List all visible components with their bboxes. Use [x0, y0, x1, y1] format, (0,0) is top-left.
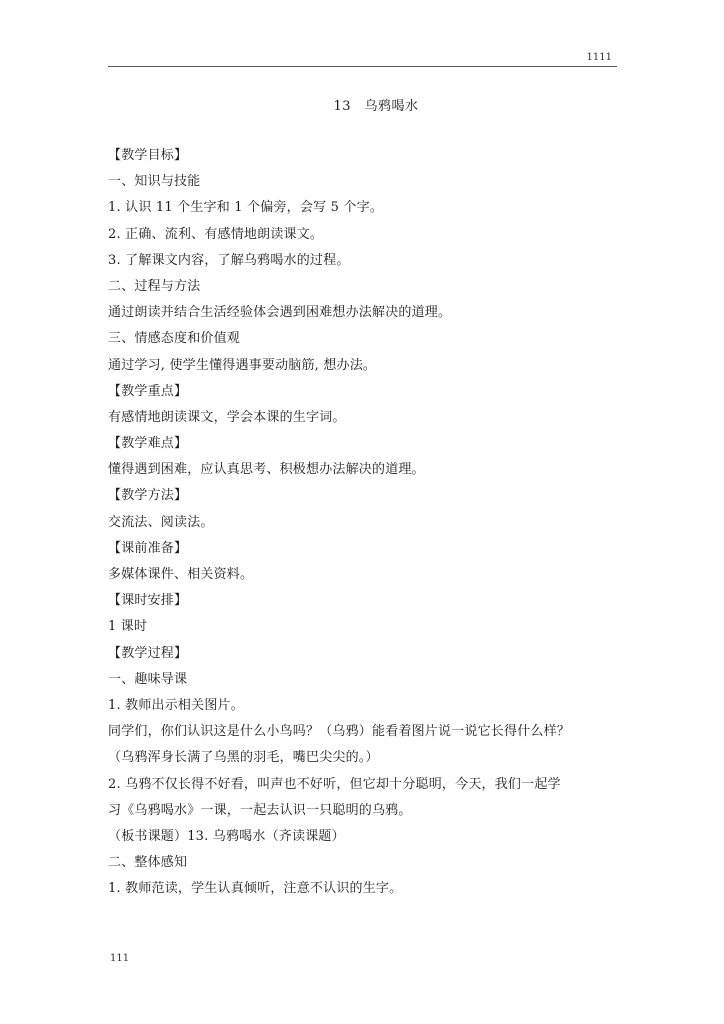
overall-item-1: 1. 教师范读，学生认真倾听，注意不认识的生字。: [108, 881, 403, 897]
paragraph-board-title: （板书课题）13. 乌鸦喝水（齐读课题）: [108, 828, 345, 844]
objective-item-1: 1. 认识 11 个生字和 1 个偏旁，会写 5 个字。: [108, 200, 384, 216]
header-page-number: 1111: [586, 52, 612, 63]
objective-item-2: 2. 正确、流利、有感情地朗读课文。: [108, 226, 324, 242]
paragraph-process: 通过朗读并结合生活经验体会遇到困难想办法解决的道理。: [108, 305, 452, 321]
document-body: [108, 143, 628, 902]
procedure-item-1: 1. 教师出示相关图片。: [108, 697, 244, 713]
subheading-values: 三、情感态度和价值观: [108, 331, 241, 347]
procedure-item-2: 2. 乌鸦不仅长得不好看，叫声也不好听，但它却十分聪明，今天，我们一起学: [108, 776, 561, 792]
paragraph-answer: （乌鸦浑身长满了乌黑的羽毛，嘴巴尖尖的。）: [108, 750, 379, 766]
footer-page-number: 111: [110, 953, 130, 964]
subheading-knowledge: 一、知识与技能: [108, 174, 201, 190]
objective-item-3: 3. 了解课文内容，了解乌鸦喝水的过程。: [108, 252, 350, 268]
section-heading-objectives: 【教学目标】: [108, 148, 188, 163]
section-heading-preparation: 【课前准备】: [108, 540, 188, 556]
section-heading-difficulties: 【教学难点】: [108, 436, 188, 452]
paragraph-difficulties: 懂得遇到困难，应认真思考、积极想办法解决的道理。: [108, 462, 425, 478]
procedure-item-2-continued: 习《乌鸦喝水》一课，一起去认识一只聪明的乌鸦。: [108, 802, 412, 818]
subheading-introduction: 一、趣味导课: [108, 671, 188, 687]
paragraph-values: 通过学习, 使学生懂得遇事要动脑筋, 想办法。: [108, 357, 377, 373]
section-heading-methods: 【教学方法】: [108, 488, 188, 504]
paragraph-question: 同学们，你们认识这是什么小鸟吗？（乌鸦）能看着图片说一说它长得什么样？: [108, 724, 571, 740]
header-rule: [108, 66, 617, 67]
paragraph-key-points: 有感情地朗读课文，学会本课的生字词。: [108, 409, 346, 425]
paragraph-methods: 交流法、阅读法。: [108, 514, 214, 530]
paragraph-preparation: 多媒体课件、相关资料。: [108, 567, 254, 582]
section-heading-key-points: 【教学重点】: [108, 383, 188, 399]
subheading-process: 二、过程与方法: [108, 278, 201, 294]
section-heading-schedule: 【课时安排】: [108, 593, 188, 609]
paragraph-schedule: 1 课时: [108, 619, 148, 635]
document-title: 13 乌鸦喝水: [333, 99, 419, 114]
subheading-overall: 二、整体感知: [108, 855, 188, 871]
section-heading-procedure: 【教学过程】: [108, 645, 188, 661]
